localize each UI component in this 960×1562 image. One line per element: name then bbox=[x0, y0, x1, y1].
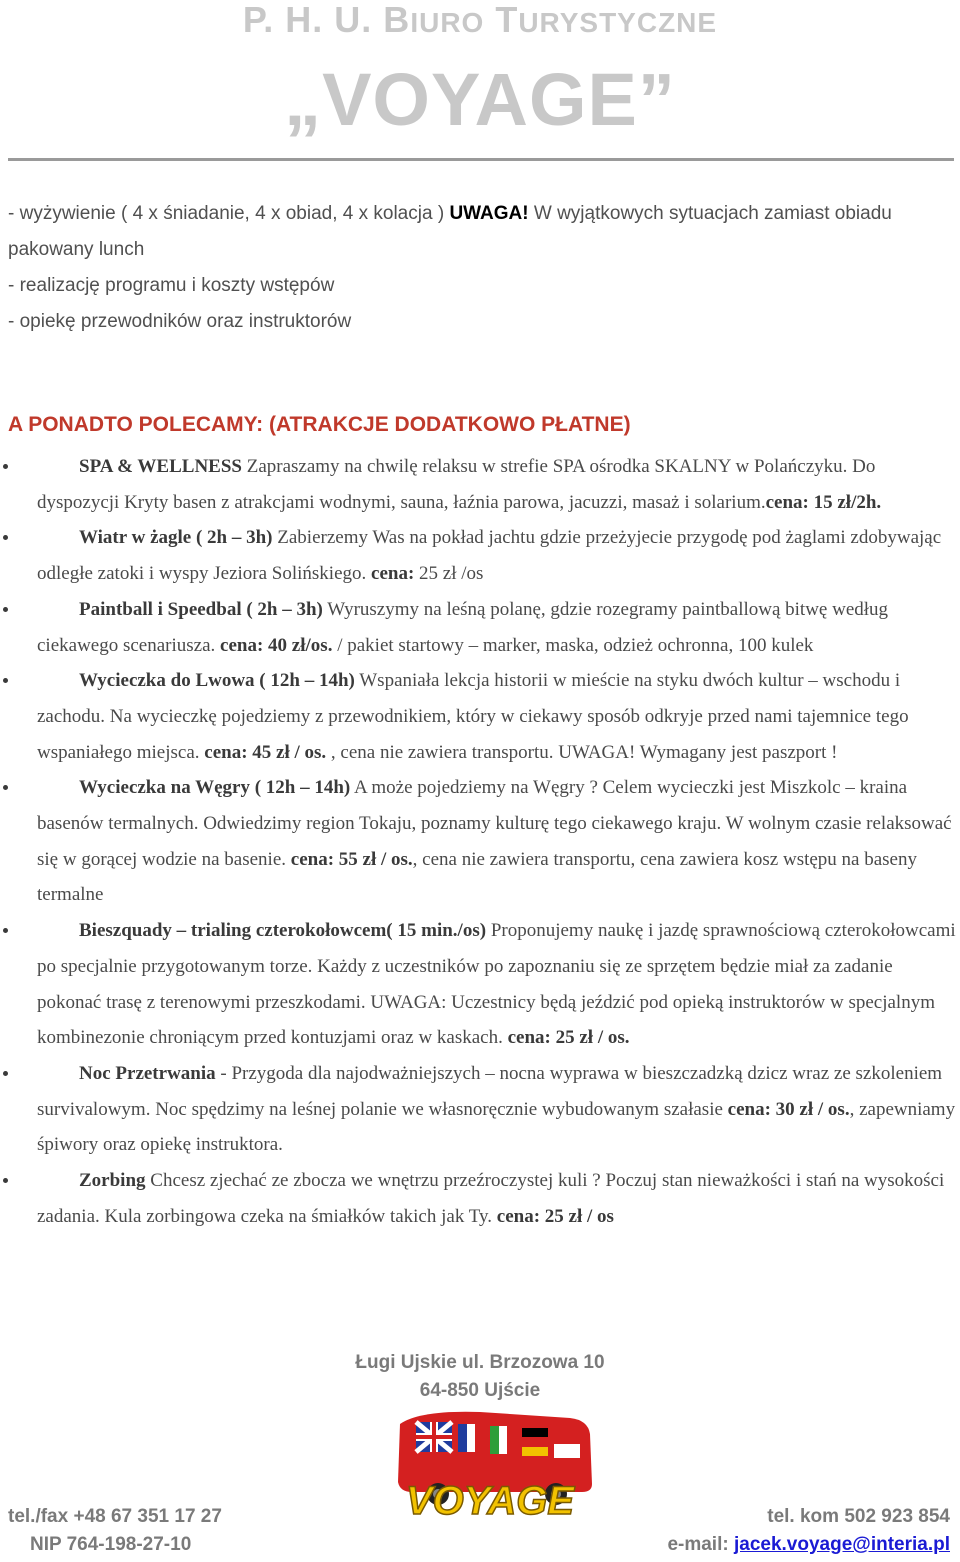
footer-contact-right bbox=[667, 1503, 950, 1559]
nip-number: NIP 764-198-27-10 bbox=[30, 1534, 192, 1555]
attraction-price: cena: 55 zł / os. bbox=[290, 848, 413, 870]
attraction-item bbox=[0, 592, 960, 663]
included-line bbox=[8, 196, 954, 268]
attraction-title: Wiatr w żagle ( 2h – 3h) bbox=[79, 527, 273, 549]
header-divider bbox=[8, 158, 954, 161]
attraction-desc: Wyruszymy na leśną polanę, gdzie rozegramy paintballową bitwę według ciekawego scenariusza. bbox=[37, 598, 889, 656]
title-part: P. H. U. B bbox=[242, 0, 411, 40]
title-part: T bbox=[484, 0, 519, 40]
attraction-desc: Wspaniała lekcja historii w mieście na styku dwóch kultur – wschodu i zachodu. Na wycieczkę pojedziemy z przewodnikiem, który w ciekawy sposób odkryje przed nami tajemnice tego wspaniałego miejsca. bbox=[37, 670, 909, 763]
attraction-title: Bieszquady – trialing czterokołowcem( 15 min./os) bbox=[79, 920, 487, 942]
attraction-price: cena: 25 zł / os bbox=[496, 1205, 614, 1227]
attraction-title: Wycieczka na Węgry ( 12h – 14h) bbox=[79, 777, 351, 799]
phone-fax: tel./fax +48 67 351 17 27 bbox=[8, 1506, 222, 1527]
attraction-note: / pakiet startowy – marker, maska, odzież ochronna, 100 kulek bbox=[332, 634, 814, 656]
attraction-title: SPA & WELLNESS bbox=[79, 456, 242, 477]
attraction-note: , cena nie zawiera transportu. UWAGA! Wymagany jest paszport ! bbox=[326, 741, 838, 763]
title-part: URYSTYCZNE bbox=[518, 7, 718, 38]
title-part: IURO bbox=[410, 7, 485, 38]
attraction-price: cena: 45 zł / os. bbox=[204, 741, 327, 763]
email-link[interactable]: jacek.voyage@interia.pl bbox=[733, 1534, 950, 1555]
attraction-desc: Zabierzemy Was na pokład jachtu gdzie przeżyjecie przygodę pod żaglami zdobywając odległe zatoki i wyspy Jeziora Solińskiego. bbox=[37, 527, 942, 585]
included-text: W wyjątkowych sytuacjach zamiast obiadu pakowany lunch bbox=[8, 203, 892, 260]
attraction-item bbox=[0, 1056, 960, 1163]
attraction-item bbox=[0, 663, 960, 770]
included-line: - realizację programu i koszty wstępów bbox=[8, 275, 335, 296]
attraction-price: cena: 25 zł / os. bbox=[507, 1027, 630, 1049]
company-title bbox=[0, 0, 960, 43]
attraction-price: cena: 40 zł/os. bbox=[220, 634, 333, 656]
attraction-title: Paintball i Speedbal ( 2h – 3h) bbox=[79, 598, 323, 620]
attraction-price: cena: 30 zł / os. bbox=[727, 1098, 850, 1120]
attraction-desc: - Przygoda dla najodważniejszych – nocna wyprawa w bieszczadzką dzicz wraz ze szkoleniem survivalowym. Noc spędzimy na leśnej polanie we własnoręcznie wybudowanym szałasie bbox=[37, 1062, 943, 1120]
attraction-note: 25 zł /os bbox=[414, 563, 484, 585]
voyage-bus-logo bbox=[360, 1404, 620, 1524]
footer-address bbox=[0, 1349, 960, 1405]
mobile-phone: tel. kom 502 923 854 bbox=[767, 1506, 950, 1527]
attraction-note: , zapewniamy śpiwory oraz opiekę instruktora. bbox=[37, 1098, 956, 1156]
attraction-item bbox=[0, 1163, 960, 1234]
footer-contact-left bbox=[8, 1503, 222, 1559]
address-street: Ługi Ujskie ul. Brzozowa 10 bbox=[355, 1352, 605, 1373]
attraction-price: cena: bbox=[371, 563, 415, 585]
warning-label: UWAGA! bbox=[449, 203, 529, 224]
included-line: - opiekę przewodników oraz instruktorów bbox=[8, 311, 352, 332]
included-services bbox=[8, 196, 954, 340]
attraction-item bbox=[0, 913, 960, 1056]
attraction-item bbox=[0, 770, 960, 913]
address-city: 64-850 Ujście bbox=[419, 1380, 541, 1401]
email-label: e-mail: bbox=[667, 1534, 734, 1555]
logo-text: VOYAGE bbox=[405, 1479, 575, 1523]
included-text: - wyżywienie ( 4 x śniadanie, 4 x obiad, 4 x kolacja ) bbox=[8, 203, 450, 224]
attraction-desc: Proponujemy naukę i jazdę sprawnościową czterokołowcami po specjalnie przygotowanym torze. Każdy z uczestników po zapoznaniu się ze sprzętem będzie miał za zadanie pokonać trasę z terenowymi przeszkodami. UWAGA: Uczestnicy będą jeździć pod opieką instruktorów w specjalnym kombinezonie chroniącym przed kontuzjami oraz w kaskach. bbox=[37, 920, 956, 1049]
email-line bbox=[667, 1531, 950, 1559]
attraction-title: Zorbing bbox=[79, 1170, 146, 1192]
attraction-desc: Zapraszamy na chwilę relaksu w strefie SPA ośrodka SKALNY w Polańczyku. Do dyspozycji Kryty basen z atrakcjami wodnymi, sauna, łaźnia parowa, jacuzzi, masaż i solarium. bbox=[37, 456, 876, 513]
brand-name: „VOYAGE” bbox=[284, 58, 676, 141]
attraction-desc: A może pojedziemy na Węgry ? Celem wycieczki jest Miszkolc – kraina basenów termalnych. Odwiedzimy region Tokaju, poznamy kulturę tego ciekawego kraju. W wolnym czasie relaksować się w gorącej wodzie na basenie. bbox=[37, 777, 952, 870]
attraction-item bbox=[0, 449, 960, 520]
attraction-title: Noc Przetrwania bbox=[79, 1062, 216, 1084]
attraction-item bbox=[0, 520, 960, 591]
attraction-title: Wycieczka do Lwowa ( 12h – 14h) bbox=[79, 670, 355, 692]
section-heading: A PONADTO POLECAMY: (ATRAKCJE DODATKOWO PŁATNE) bbox=[8, 413, 631, 436]
attraction-note: , cena nie zawiera transportu, cena zawiera kosz wstępu na baseny termalne bbox=[37, 848, 917, 906]
attraction-desc: Chcesz zjechać ze zbocza we wnętrzu przeźroczystej kuli ? Poczuj stan nieważkości i stań na wysokości zadania. Kula zorbingowa czeka na śmiałków takich jak Ty. bbox=[37, 1170, 945, 1227]
attraction-price: cena: 15 zł/2h. bbox=[765, 491, 882, 513]
attractions-list bbox=[0, 449, 960, 1234]
